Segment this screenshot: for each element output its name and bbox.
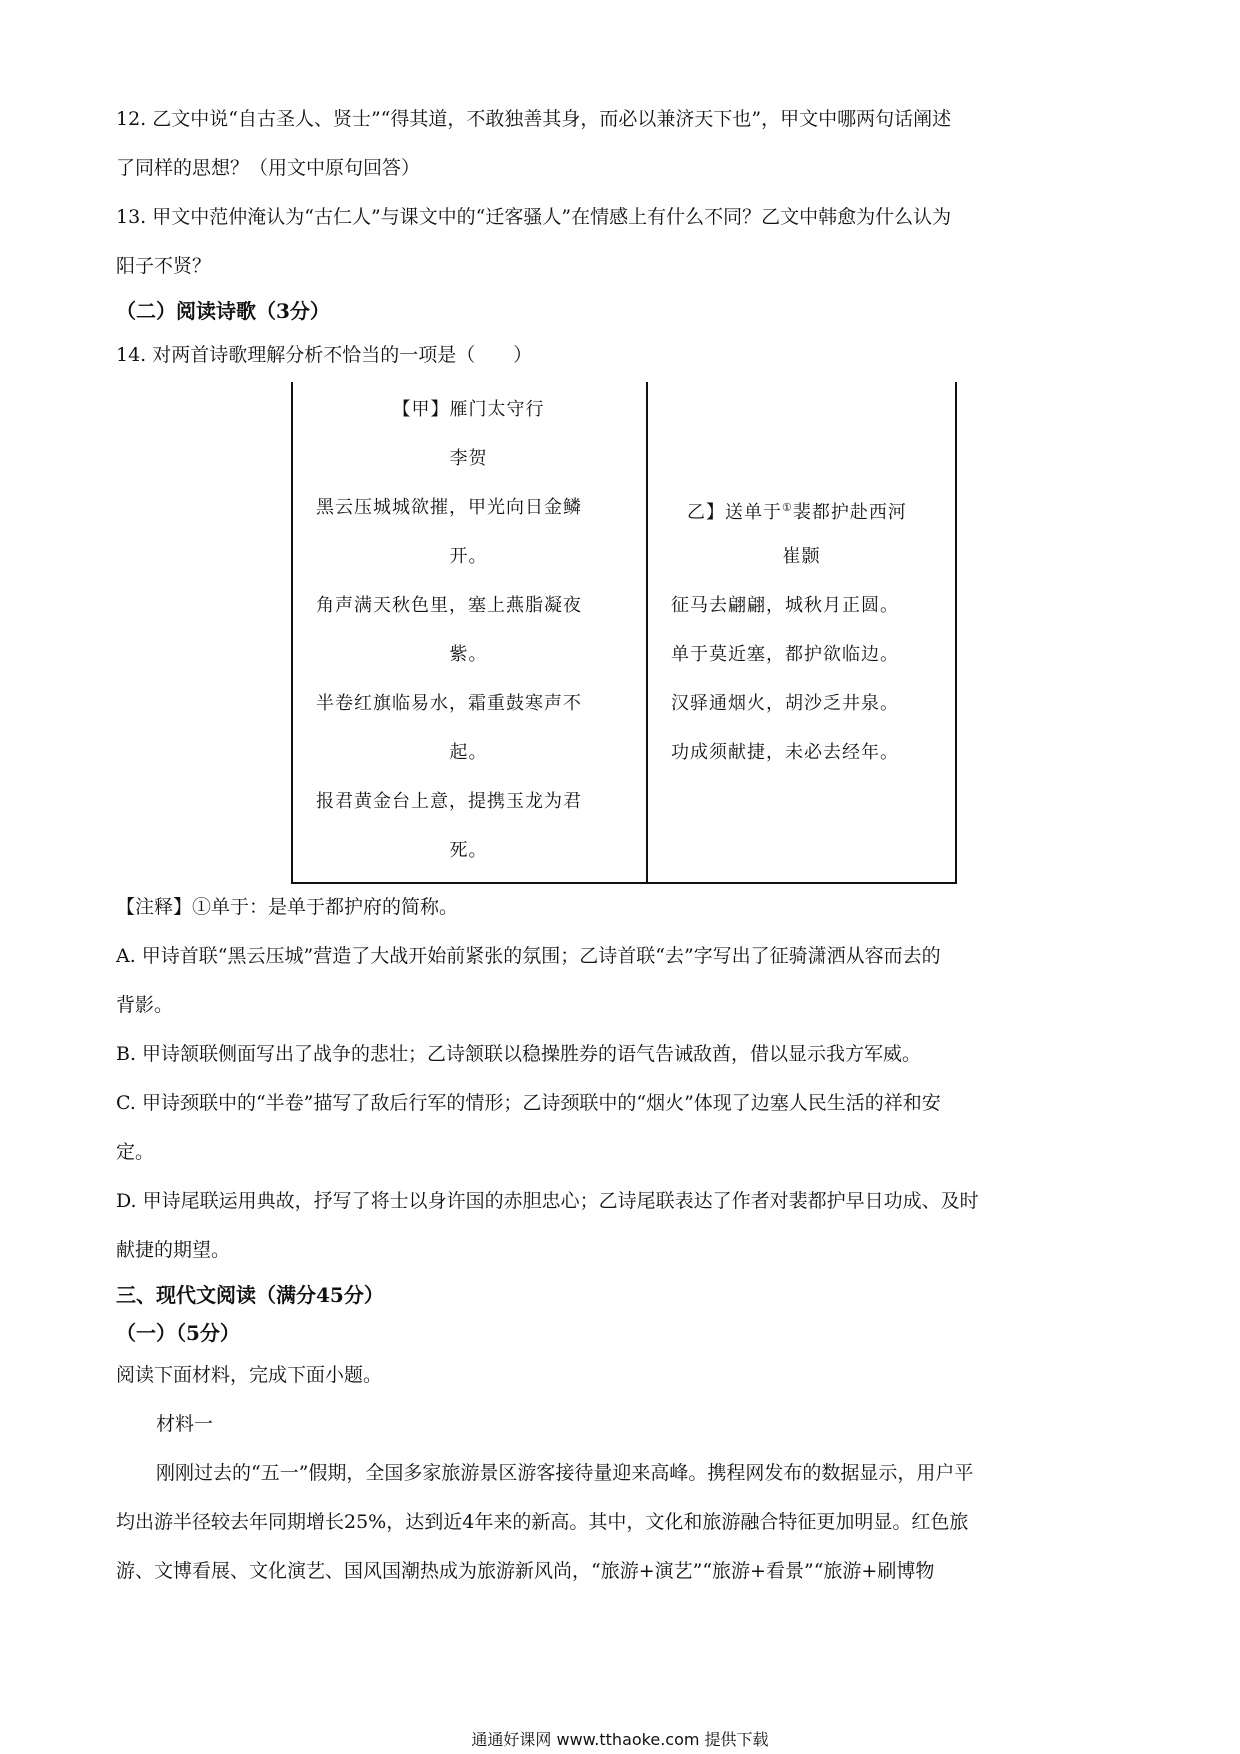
- poem-jia-line: 紫。: [449, 644, 488, 665]
- poem-jia-title: 【甲】雁门太守行: [392, 399, 545, 420]
- poem-yi-line: 单于莫近塞，都护欲临边。: [671, 644, 899, 665]
- poem-table: [291, 382, 957, 884]
- poem-jia-line: 半卷红旗临易水，霜重鼓寒声不: [316, 693, 582, 714]
- section-heading-poetry: （二）阅读诗歌（3分）: [116, 299, 330, 323]
- section-heading-modern: 三、现代文阅读（满分45分）: [116, 1283, 384, 1307]
- material-title: 材料一: [156, 1413, 214, 1435]
- question-14: 14. 对两首诗歌理解分析不恰当的一项是（ ）: [116, 344, 533, 366]
- table-border-right: [955, 382, 957, 884]
- option-b-line-1: B. 甲诗颔联侧面写出了战争的悲壮；乙诗颔联以稳操胜券的语气告诫敌酋，借以显示我方军威。: [116, 1043, 922, 1065]
- poem-yi-line: 征马去翩翩，城秋月正圆。: [671, 595, 899, 616]
- poem-yi-title: [687, 495, 907, 526]
- material-paragraph-line-1: 刚刚过去的“五一”假期，全国多家旅游景区游客接待量迎来高峰。携程网发布的数据显示，用户平: [156, 1462, 974, 1484]
- question-13-line-1: 13. 甲文中范仲淹认为“古仁人”与课文中的“迁客骚人”在情感上有什么不同？乙文中韩愈为什么认为: [116, 206, 952, 228]
- poem-yi-note-marker: ①: [782, 501, 793, 514]
- poem-yi-title-suffix: 裴都护赴西河: [792, 502, 907, 523]
- sub-heading-one: （一）（5分）: [116, 1321, 240, 1345]
- table-border-bottom: [291, 882, 957, 884]
- poem-note: 【注释】①单于：是单于都护府的简称。: [116, 896, 459, 918]
- reading-instruction: 阅读下面材料，完成下面小题。: [116, 1364, 383, 1386]
- question-13-line-2: 阳子不贤？: [116, 255, 212, 277]
- option-d-line-2: 献捷的期望。: [116, 1239, 231, 1261]
- poem-yi-title-prefix: 乙】送单于: [687, 502, 782, 523]
- material-paragraph-line-3: 游、文博看展、文化演艺、国风国潮热成为旅游新风尚，“旅游+演艺”“旅游+看景”“旅游+刷博物: [116, 1560, 935, 1582]
- poem-jia-author: 李贺: [449, 448, 488, 469]
- poem-jia-line: 黑云压城城欲摧，甲光向日金鳞: [316, 497, 582, 518]
- poem-jia-line: 起。: [449, 742, 488, 763]
- option-c-line-2: 定。: [116, 1141, 155, 1163]
- poem-jia-line: 报君黄金台上意，提携玉龙为君: [316, 791, 582, 812]
- poem-yi-line: 汉驿通烟火，胡沙乏井泉。: [671, 693, 899, 714]
- poem-jia-line: 开。: [449, 546, 488, 567]
- option-d-line-1: D. 甲诗尾联运用典故，抒写了将士以身许国的赤胆忠心；乙诗尾联表达了作者对裴都护早日功成、及时: [116, 1190, 979, 1212]
- material-paragraph-line-2: 均出游半径较去年同期增长25%，达到近4年来的新高。其中，文化和旅游融合特征更加明显。红色旅: [116, 1511, 969, 1533]
- poem-jia-line: 角声满天秋色里，塞上燕脂凝夜: [316, 595, 582, 616]
- poem-yi-line: 功成须献捷，未必去经年。: [671, 742, 899, 763]
- option-c-line-1: C. 甲诗颈联中的“半卷”描写了敌后行军的情形；乙诗颈联中的“烟火”体现了边塞人民生活的祥和安: [116, 1092, 941, 1114]
- question-12-line-2: 了同样的思想？（用文中原句回答）: [116, 157, 421, 179]
- question-12-line-1: 12. 乙文中说“自古圣人、贤士”“得其道，不敢独善其身，而必以兼济天下也”，甲文中哪两句话阐述: [116, 108, 952, 130]
- poem-yi-author: 崔颢: [782, 546, 821, 567]
- poem-jia-line: 死。: [449, 840, 488, 861]
- option-a-line-1: A. 甲诗首联“黑云压城”营造了大战开始前紧张的氛围；乙诗首联“去”字写出了征骑潇洒从容而去的: [116, 945, 941, 967]
- option-a-line-2: 背影。: [116, 994, 174, 1016]
- footer-watermark: 通通好课网 www.tthaoke.com 提供下载: [471, 1730, 769, 1749]
- table-divider: [646, 382, 648, 884]
